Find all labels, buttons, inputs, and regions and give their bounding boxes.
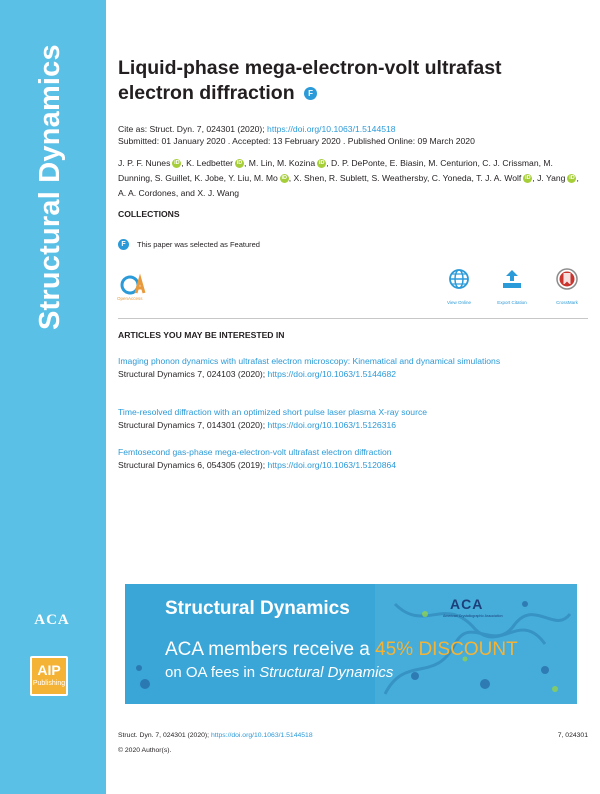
banner-aca-subtitle: American Crystallographic Association [443, 614, 503, 618]
author-name: A. A. Cordones [118, 188, 176, 198]
author-separator: , [427, 173, 432, 183]
featured-badge-icon[interactable]: F [304, 87, 317, 100]
author-name: C. Yoneda [431, 173, 472, 183]
aca-logo-text: ACA [34, 612, 70, 628]
author-separator: , [532, 173, 538, 183]
globe-icon [448, 268, 470, 290]
related-article-ref: Structural Dynamics 7, 014301 (2020); [118, 419, 266, 430]
aip-logo-subtext: Publishing [32, 680, 66, 687]
banner-title: Structural Dynamics [165, 598, 350, 619]
related-article-ref: Structural Dynamics 7, 024103 (2020); [118, 368, 266, 379]
author-name: J. P. F. Nunes [118, 158, 171, 168]
author-name: M. Kozina [276, 158, 316, 168]
open-access-label: OpenAccess [117, 296, 143, 301]
cite-label: Cite as: Struct. Dyn. 7, 024301 (2020); [118, 124, 265, 134]
author-name: J. Yang [537, 173, 566, 183]
aca-logo [28, 608, 76, 630]
footer-page-number: 7, 024301 [557, 732, 588, 739]
journal-sidebar [0, 0, 106, 794]
view-online-button[interactable] [434, 268, 484, 305]
footer-doi-link[interactable]: https://doi.org/10.1063/1.5144518 [210, 732, 313, 739]
related-article-doi[interactable]: https://doi.org/10.1063/1.5144682 [267, 368, 397, 379]
author-name: X. Shen [293, 173, 325, 183]
article-doi-link[interactable]: https://doi.org/10.1063/1.5144518 [267, 124, 396, 134]
related-article-3 [118, 446, 578, 471]
author-name: K. Ledbetter [186, 158, 233, 168]
author-name: M. Centurion [428, 158, 478, 168]
author-name: X. J. Wang [197, 188, 240, 198]
author-name: E. Biasin [389, 158, 424, 168]
banner-offer-line-1 [165, 639, 518, 661]
banner-aca-logo: ACA [450, 596, 484, 612]
orcid-icon[interactable]: iD [318, 160, 325, 166]
author-separator: , [181, 158, 187, 168]
orcid-icon[interactable]: iD [236, 160, 243, 166]
related-article-title[interactable]: Femtosecond gas-phase mega-electron-volt ultrafast electron diffraction [118, 447, 392, 457]
export-icon [501, 268, 523, 290]
author-separator: , and [175, 188, 198, 198]
author-separator: , [288, 173, 294, 183]
author-separator: , [384, 158, 390, 168]
banner-offer-text-2: on OA fees in [165, 664, 260, 681]
banner-journal-name: Structural Dynamics [259, 664, 394, 681]
citation-block [118, 123, 475, 147]
banner-offer-line-2 [165, 664, 393, 681]
author-separator: , [423, 158, 429, 168]
author-separator: , [576, 173, 579, 183]
orcid-icon[interactable]: iD [281, 175, 288, 181]
author-name: M. Mo [253, 173, 278, 183]
related-article-doi[interactable]: https://doi.org/10.1063/1.5120864 [267, 459, 397, 470]
crossmark-button[interactable] [542, 268, 592, 305]
view-online-label: View Online [447, 300, 471, 305]
author-separator: , [326, 158, 331, 168]
related-article-ref: Structural Dynamics 6, 054305 (2019); [118, 459, 266, 470]
related-article-doi[interactable]: https://doi.org/10.1063/1.5126316 [267, 419, 397, 430]
author-separator: , [471, 173, 477, 183]
featured-text: This paper was selected as Featured [137, 240, 260, 249]
author-separator: , [272, 158, 277, 168]
crossmark-icon [556, 268, 578, 290]
related-article-1 [118, 355, 578, 380]
article-title-text: Liquid-phase mega-electron-volt ultrafast electron diffraction [118, 57, 502, 104]
banner-discount-highlight: 45% DISCOUNT [375, 639, 518, 660]
author-name: D. P. DePonte [330, 158, 385, 168]
section-divider [118, 318, 588, 319]
related-article-2 [118, 406, 578, 431]
article-dates: Submitted: 01 January 2020 . Accepted: 13 February 2020 . Published Online: 09 March 2020 [118, 136, 475, 146]
banner-offer-text: ACA members receive a [165, 639, 376, 660]
copyright-notice: © 2020 Author(s). [118, 747, 172, 754]
journal-name: Structural Dynamics [34, 44, 66, 330]
orcid-icon[interactable]: iD [569, 175, 575, 181]
author-name: Y. Liu [228, 173, 250, 183]
orcid-icon[interactable]: iD [174, 160, 180, 166]
aca-discount-banner[interactable] [125, 584, 577, 704]
author-separator: , [538, 158, 544, 168]
author-name: M. Dunning [118, 158, 553, 183]
author-name: S. Guillet [154, 173, 190, 183]
page-footer [118, 732, 588, 739]
author-separator: , [366, 173, 372, 183]
author-list [118, 156, 588, 201]
footer-cite: Struct. Dyn. 7, 024301 (2020); [118, 732, 210, 739]
author-separator: , [189, 173, 195, 183]
crossmark-label: CrossMark [556, 300, 578, 305]
author-separator: , [477, 158, 483, 168]
featured-icon: F [118, 239, 129, 250]
author-separator: , [223, 173, 229, 183]
author-separator: , [244, 158, 249, 168]
export-citation-button[interactable] [487, 268, 537, 305]
orcid-icon[interactable]: iD [525, 175, 531, 181]
aip-publishing-logo[interactable] [30, 656, 68, 696]
article-title [118, 56, 538, 106]
author-name: K. Jobe [194, 173, 224, 183]
related-article-title[interactable]: Time-resolved diffraction with an optimized short pulse laser plasma X-ray source [118, 407, 428, 417]
related-articles-heading: ARTICLES YOU MAY BE INTERESTED IN [118, 330, 285, 340]
aip-logo-text: AIP [37, 662, 61, 678]
collections-heading: COLLECTIONS [118, 209, 180, 219]
author-name: R. Sublett [328, 173, 367, 183]
author-name: M. Lin [248, 158, 273, 168]
author-name: T. J. A. Wolf [476, 173, 522, 183]
related-article-title[interactable]: Imaging phonon dynamics with ultrafast electron microscopy: Kinematical and dynamical simulations [118, 356, 501, 366]
featured-note [118, 239, 260, 250]
author-separator: , [324, 173, 329, 183]
author-name: C. J. Crissman [482, 158, 539, 168]
author-separator: , [249, 173, 254, 183]
export-citation-label: Export Citation [497, 300, 527, 305]
author-separator: , [150, 173, 155, 183]
author-name: S. Weathersby [371, 173, 428, 183]
